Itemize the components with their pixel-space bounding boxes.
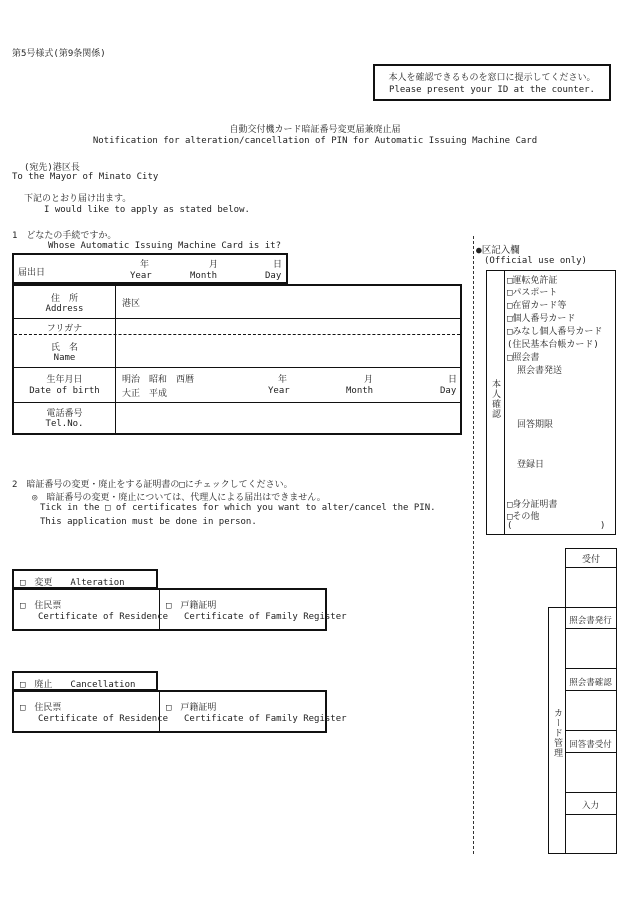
alteration-header[interactable]	[12, 569, 158, 589]
intro-en: I would like to apply as stated below.	[44, 205, 250, 215]
office-item-0[interactable]: □運転免許証	[507, 276, 558, 286]
year-en: Year	[130, 271, 152, 281]
alteration-register-checkbox[interactable]: □ 戸籍証明	[166, 601, 217, 611]
day-en: Day	[265, 271, 282, 281]
section2-heading: 2 暗証番号の変更・廃止をする証明書の□にチェックしてください。	[12, 480, 293, 490]
id-notice-box	[373, 64, 611, 101]
form-title-en: Notification for alteration/cancellation of PIN for Automatic Issuing Machine Card	[92, 136, 538, 146]
dob-year-ja: 年	[278, 375, 288, 385]
filing-date-box	[12, 253, 288, 284]
card-management-label: カード管理	[552, 708, 562, 758]
address-label-en: Address	[45, 304, 84, 314]
reception-box	[565, 548, 617, 608]
addressee-ja: (宛先)港区長	[24, 163, 80, 173]
office-item-5: (住民基本台帳カード)	[507, 340, 599, 350]
section1-heading-en: Whose Automatic Issuing Machine Card is it?	[48, 241, 281, 251]
paren-close: )	[600, 521, 606, 531]
cancellation-residence-en: Certificate of Residence	[38, 714, 169, 724]
office-item-6[interactable]: □照会書	[507, 353, 540, 363]
dob-label-ja: 生年月日	[46, 375, 83, 385]
month-ja: 月	[209, 260, 219, 270]
reception-label: 受付	[581, 555, 600, 565]
cancellation-header[interactable]	[12, 671, 158, 691]
id-check-label: 本人確認	[490, 379, 500, 419]
tel-label-ja: 電話番号	[46, 409, 83, 419]
inquiry-issued-label: 照会書発行	[569, 616, 612, 626]
month-en: Month	[190, 271, 218, 281]
section2-en2: This application must be done in person.	[40, 517, 257, 527]
office-subtitle: (Official use only)	[484, 256, 587, 266]
alteration-register-en: Certificate of Family Register	[184, 612, 347, 622]
form-title-ja: 自動交付機カード暗証番号変更届兼廃止届	[229, 125, 401, 135]
alteration-residence-checkbox[interactable]: □ 住民票	[20, 601, 62, 611]
cancellation-residence-checkbox[interactable]: □ 住民票	[20, 703, 62, 713]
era-options-1: 明治 昭和 西暦	[122, 375, 195, 385]
cancellation-label: □ 廃止 Cancellation	[20, 680, 136, 690]
office-item2-1[interactable]: □その他	[507, 512, 540, 522]
dob-month-en: Month	[346, 386, 374, 396]
intro-ja: 下記のとおり届け出ます。	[24, 194, 132, 204]
reply-received-label: 回答書受付	[569, 740, 612, 750]
dob-label-en: Date of birth	[29, 386, 100, 396]
office-item-4[interactable]: □みなし個人番号カード	[507, 327, 603, 337]
era-options-2: 大正 平成	[122, 389, 168, 399]
name-label-ja: 氏 名	[50, 343, 78, 353]
input-label: 入力	[581, 801, 599, 811]
section2-note: ◎ 暗証番号の変更・廃止については、代理人による届出はできません。	[32, 493, 326, 503]
dob-year-en: Year	[268, 386, 290, 396]
cancellation-register-checkbox[interactable]: □ 戸籍証明	[166, 703, 217, 713]
office-item-2[interactable]: □在留カード等	[507, 301, 567, 311]
paren-open: (	[507, 521, 513, 531]
id-notice-ja: 本人を確認できるものを窓口に提示してください。	[388, 73, 596, 83]
furigana-label: フリガナ	[46, 324, 83, 334]
inquiry-confirmed-label: 照会書確認	[569, 678, 612, 688]
cancellation-register-en: Certificate of Family Register	[184, 714, 347, 724]
section2-en1: Tick in the □ of certificates for which you want to alter/cancel the PIN.	[40, 503, 436, 513]
applicant-table	[12, 284, 462, 435]
office-title: ●区記入欄	[476, 245, 520, 256]
alteration-options	[12, 588, 347, 631]
year-ja: 年	[140, 260, 150, 270]
office-item-1[interactable]: □パスポート	[507, 288, 558, 298]
id-check-box	[486, 270, 616, 535]
section1-heading: 1 どなたの手続ですか。	[12, 231, 117, 241]
form-number: 第5号様式(第9条関係)	[12, 49, 106, 59]
day-ja: 日	[273, 260, 283, 270]
dob-month-ja: 月	[364, 375, 374, 385]
address-label-ja: 住 所	[50, 294, 78, 304]
dob-day-en: Day	[440, 386, 457, 396]
office-item2-0[interactable]: □身分証明書	[507, 500, 558, 510]
card-management-box	[548, 607, 617, 854]
office-divider	[473, 236, 474, 854]
cancellation-options	[12, 690, 347, 733]
office-item-3[interactable]: □個人番号カード	[507, 314, 576, 324]
alteration-residence-en: Certificate of Residence	[38, 612, 169, 622]
office-item-7: 照会書発送	[517, 366, 563, 376]
dob-day-ja: 日	[448, 375, 458, 385]
registration-date: 登録日	[517, 460, 545, 470]
id-notice-en: Please present your ID at the counter.	[389, 85, 595, 95]
reply-deadline: 回答期限	[517, 420, 554, 430]
address-value[interactable]: 港区	[122, 299, 141, 309]
alteration-label: □ 変更 Alteration	[20, 578, 125, 588]
name-label-en: Name	[53, 353, 76, 363]
filing-date-label: 届出日	[18, 268, 46, 278]
tel-label-en: Tel.No.	[45, 419, 84, 429]
addressee-en: To the Mayor of Minato City	[12, 172, 159, 182]
